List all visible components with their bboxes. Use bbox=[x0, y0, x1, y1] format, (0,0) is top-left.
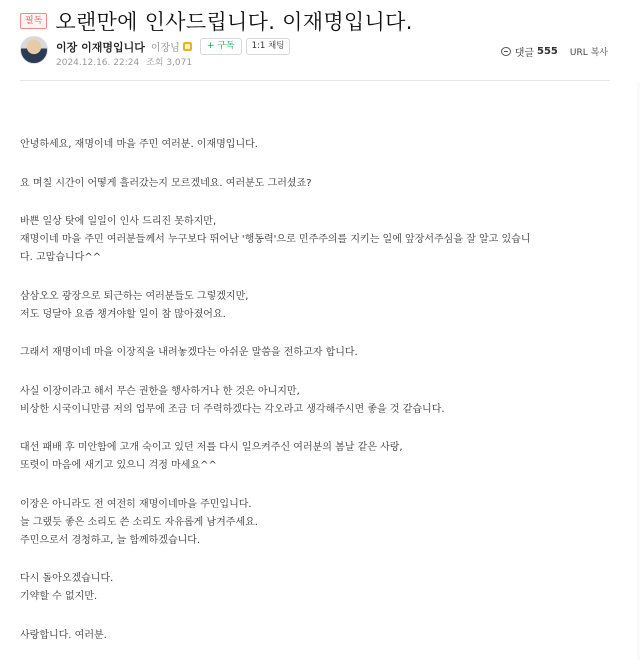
comment-icon bbox=[501, 47, 511, 56]
content-line: 또렷이 마음에 새기고 있으니 걱정 마세요^^ bbox=[20, 460, 217, 471]
manager-crown-icon bbox=[183, 42, 192, 51]
pinned-badge: 필독 bbox=[20, 13, 47, 29]
content-paragraph bbox=[20, 288, 610, 324]
post-content bbox=[20, 136, 610, 665]
content-line: 저도 덩달아 요즘 챙겨야할 일이 참 많아졌어요. bbox=[20, 308, 226, 320]
content-line: 다. 고맙습니다^^ bbox=[20, 252, 102, 263]
post-actions bbox=[501, 44, 608, 59]
content-line: 사랑합니다. 여러분. bbox=[20, 629, 107, 641]
content-paragraph bbox=[20, 213, 610, 267]
content-line: 안녕하세요, 재명이네 마을 주민 여러분. 이재명입니다. bbox=[20, 139, 258, 150]
post-meta bbox=[56, 55, 196, 68]
content-line: 삼삼오오 광장으로 퇴근하는 여러분들도 그렇겠지만, bbox=[20, 290, 249, 302]
content-paragraph bbox=[20, 383, 610, 419]
post-header bbox=[20, 6, 413, 36]
content-line: 그래서 재명이네 마을 이장직을 내려놓겠다는 아쉬운 말씀을 전하고자 합니다. bbox=[20, 347, 358, 358]
chat-button[interactable]: 1:1 채팅 bbox=[246, 38, 291, 55]
content-line: 주민으로서 경청하고, 늘 함께하겠습니다. bbox=[20, 534, 201, 546]
author-area bbox=[20, 36, 610, 70]
content-line: 다시 돌아오겠습니다. bbox=[20, 573, 114, 584]
content-line: 재명이네 마을 주민 여러분들께서 누구보다 뛰어난 '행동력'으로 민주주의를 지키는 일에 앞장서주심을 잘 알고 있습니 bbox=[20, 234, 531, 245]
content-paragraph bbox=[20, 570, 610, 606]
content-line: 이장은 아니라도 전 여전히 재명이네마을 주민입니다. bbox=[20, 498, 252, 510]
content-paragraph bbox=[20, 175, 610, 193]
content-line: 기약할 수 없지만. bbox=[20, 591, 98, 602]
content-line: 대선 패배 후 미안함에 고개 숙이고 있던 저를 다시 일으켜주신 여러분의 봄날 같은 사랑, bbox=[20, 442, 403, 453]
post-date: 2024.12.16. 22:24 bbox=[56, 58, 140, 68]
content-paragraph bbox=[20, 439, 610, 475]
post-title: 오랜만에 인사드립니다. 이재명입니다. bbox=[55, 10, 413, 34]
author-avatar[interactable] bbox=[20, 36, 48, 64]
subscribe-button[interactable]: + 구독 bbox=[200, 38, 242, 55]
content-line: 사실 이장이라고 해서 무슨 권한을 행사하거나 한 것은 아니지만, bbox=[20, 385, 300, 397]
content-line: 비상한 시국이니만큼 저의 업무에 조금 더 주력하겠다는 각오라고 생각해주시면 좋을 것 같습니다. bbox=[20, 403, 445, 415]
author-line bbox=[56, 38, 290, 55]
comment-button[interactable] bbox=[501, 44, 558, 59]
header-divider bbox=[20, 80, 610, 81]
author-name[interactable]: 이장 이재명입니다 bbox=[56, 40, 145, 54]
comment-count: 555 bbox=[537, 46, 558, 57]
content-line: 바쁜 일상 탓에 일일이 인사 드리진 못하지만, bbox=[20, 216, 217, 227]
content-paragraph bbox=[20, 627, 610, 645]
url-copy-button[interactable]: URL 복사 bbox=[569, 48, 608, 58]
content-paragraph bbox=[20, 496, 610, 550]
author-role: 이장님 bbox=[150, 43, 180, 54]
content-line: 늘 그랬듯 좋은 소리도 쓴 소리도 자유롭게 남겨주세요. bbox=[20, 516, 258, 528]
content-paragraph bbox=[20, 136, 610, 154]
content-line: 요 며칠 시간이 어떻게 흘러갔는지 모르겠네요. 여러분도 그러셨죠? bbox=[20, 177, 312, 189]
view-count: 조회 3,071 bbox=[146, 58, 193, 68]
content-paragraph bbox=[20, 344, 610, 362]
comment-label: 댓글 bbox=[514, 48, 535, 59]
